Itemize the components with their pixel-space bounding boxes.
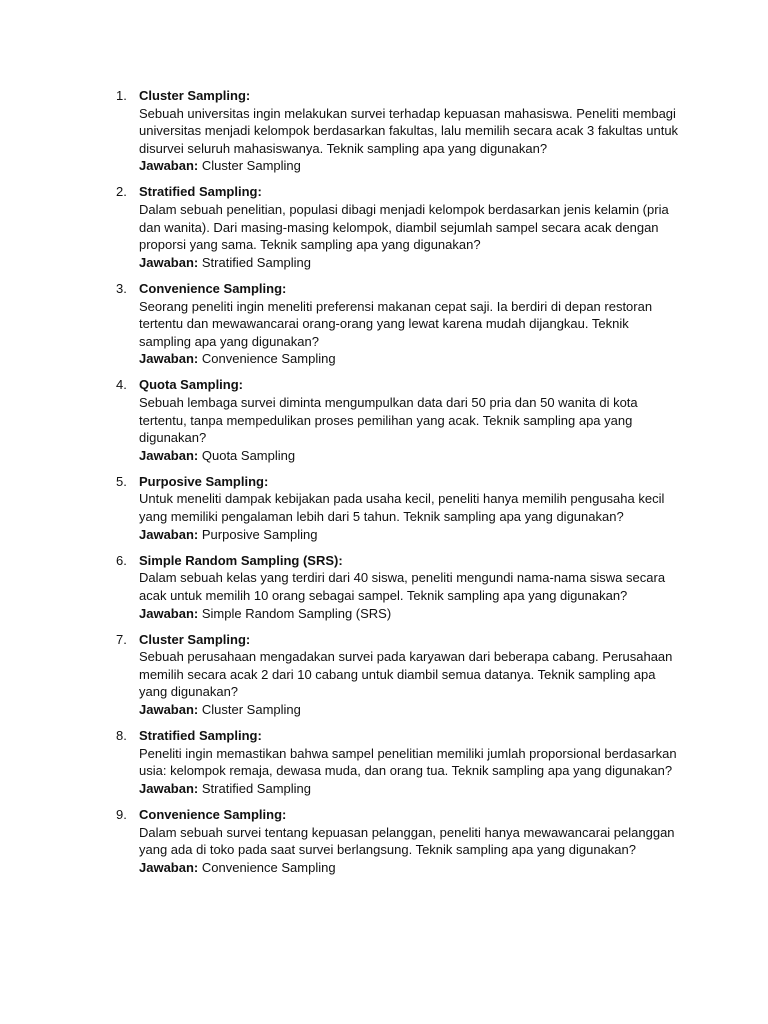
item-title: Stratified Sampling: (139, 184, 262, 200)
list-item (0, 473, 768, 543)
answer-label: Jawaban: (139, 158, 199, 174)
answer-text: Convenience Sampling (201, 351, 336, 367)
answer-text: Quota Sampling (201, 447, 296, 463)
item-answer-line (139, 350, 679, 368)
item-question: Seorang peneliti ingin meneliti preferensi makanan cepat saji. Ia berdiri di depan restoran tertentu dan mewawancarai orang-orang yang lewat karena mudah dijangkau. Teknik sampling apa yang digunakan? (139, 298, 653, 349)
item-number: 6. (116, 552, 127, 568)
item-title: Cluster Sampling: (139, 88, 251, 103)
answer-label: Jawaban: (139, 780, 199, 796)
answer-text: Cluster Sampling (201, 702, 301, 717)
answer-text: Convenience Sampling (201, 859, 336, 875)
list-item (0, 280, 768, 368)
answer-label: Jawaban: (139, 702, 199, 717)
list-item (0, 631, 768, 719)
item-body (139, 727, 679, 797)
item-question: Sebuah perusahaan mengadakan survei pada karyawan dari beberapa cabang. Perusahaan memilih secara acak 2 dari 10 cabang untuk diambil semua datanya. Teknik sampling apa yang digunakan? (139, 649, 673, 700)
item-number: 2. (116, 184, 127, 200)
answer-text: Simple Random Sampling (SRS) (201, 605, 392, 621)
list-item (0, 376, 768, 464)
item-body (139, 631, 679, 719)
item-answer-line (139, 859, 679, 877)
item-title: Convenience Sampling: (139, 280, 287, 296)
item-body (139, 473, 679, 543)
item-question: Dalam sebuah survei tentang kepuasan pelanggan, peneliti hanya mewawancarai pelanggan yang ada di toko pada saat survei berlangsung. Teknik sampling apa yang digunakan? (139, 824, 675, 858)
list-item (0, 183, 768, 271)
item-body (139, 376, 679, 464)
answer-text: Stratified Sampling (201, 254, 311, 270)
answer-label: Jawaban: (139, 447, 199, 463)
list-item (0, 87, 768, 175)
item-body (139, 87, 679, 175)
item-question: Dalam sebuah penelitian, populasi dibagi menjadi kelompok berdasarkan jenis kelamin (pria dan wanita). Dari masing-masing kelompok, diambil sejumlah sampel secara acak dengan proporsi yang sama. Teknik sampling apa yang digunakan? (139, 202, 669, 253)
answer-label: Jawaban: (139, 351, 199, 367)
item-number: 9. (116, 806, 127, 822)
item-title: Quota Sampling: (139, 377, 243, 393)
item-answer-line (139, 447, 679, 465)
list-item (0, 552, 768, 622)
answer-text: Stratified Sampling (201, 780, 311, 796)
item-answer-line (139, 526, 679, 544)
answer-label: Jawaban: (139, 526, 199, 542)
item-question: Peneliti ingin memastikan bahwa sampel penelitian memiliki jumlah proporsional berdasarkan usia: kelompok remaja, dewasa muda, dan orang tua. Teknik sampling apa yang digunakan? (139, 745, 677, 779)
item-answer-line (139, 605, 679, 623)
item-number: 4. (116, 377, 127, 393)
item-title: Simple Random Sampling (SRS): (139, 552, 343, 568)
answer-label: Jawaban: (139, 859, 199, 875)
answer-text: Purposive Sampling (201, 526, 318, 542)
item-title: Purposive Sampling: (139, 473, 269, 489)
item-number: 1. (116, 88, 127, 103)
item-question: Untuk meneliti dampak kebijakan pada usaha kecil, peneliti hanya memilih pengusaha kecil yang memiliki pengalaman lebih dari 5 tahun. Teknik sampling apa yang digunakan? (139, 491, 665, 525)
item-body (139, 280, 679, 368)
item-answer-line (139, 701, 679, 719)
item-title: Stratified Sampling: (139, 728, 262, 744)
answer-label: Jawaban: (139, 254, 199, 270)
item-number: 8. (116, 728, 127, 744)
item-number: 3. (116, 280, 127, 296)
item-number: 5. (116, 473, 127, 489)
item-body (139, 183, 679, 271)
answer-label: Jawaban: (139, 605, 199, 621)
item-question: Sebuah lembaga survei diminta mengumpulkan data dari 50 pria dan 50 wanita di kota tertentu, tanpa mempedulikan proses pemilihan yang acak. Teknik sampling apa yang digunakan? (139, 395, 638, 446)
item-answer-line (139, 157, 679, 175)
item-answer-line (139, 780, 679, 798)
item-body (139, 806, 679, 876)
answer-text: Cluster Sampling (201, 158, 301, 174)
item-body (139, 552, 679, 622)
item-question: Dalam sebuah kelas yang terdiri dari 40 siswa, peneliti mengundi nama-nama siswa secara acak untuk memilih 10 orang sebagai sampel. Teknik sampling apa yang digunakan? (139, 570, 666, 603)
list-item (0, 806, 768, 876)
item-answer-line (139, 254, 679, 272)
question-list (0, 87, 768, 885)
list-item (0, 727, 768, 797)
item-title: Convenience Sampling: (139, 806, 287, 822)
item-number: 7. (116, 631, 127, 647)
item-question: Sebuah universitas ingin melakukan survei terhadap kepuasan mahasiswa. Peneliti membagi universitas menjadi kelompok berdasarkan fakultas, lalu memilih secara acak 3 fakultas untuk disurvei seluruh mahasiswanya. Teknik sampling apa yang digunakan? (139, 105, 679, 156)
item-title: Cluster Sampling: (139, 631, 251, 647)
